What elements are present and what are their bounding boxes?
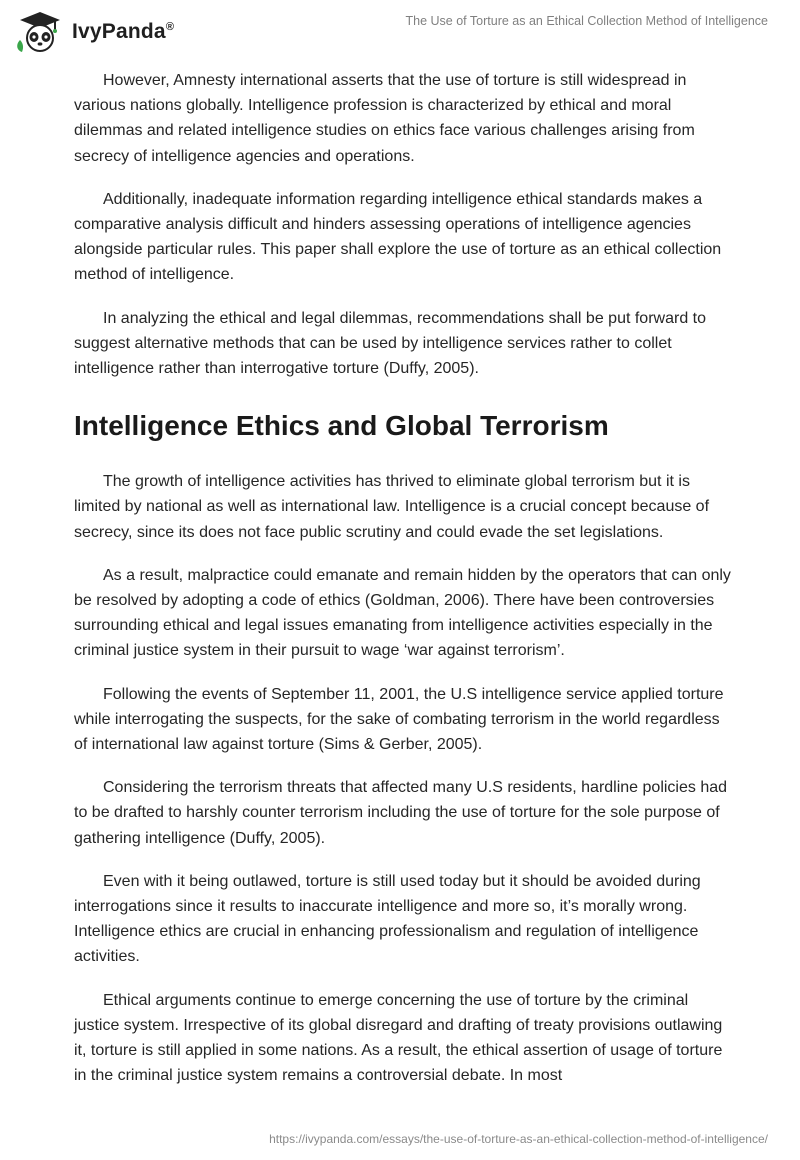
document-title: The Use of Torture as an Ethical Collection Method of Intelligence <box>405 14 768 28</box>
paragraph: Even with it being outlawed, torture is still used today but it should be avoided during interrogations since it results to inaccurate intelligence and more so, it’s morally wrong. Intelligence ethics are crucial in enhancing professionalism and regulation of intelligence activities. <box>74 872 701 966</box>
logo-text <box>72 20 174 44</box>
paragraph: However, Amnesty international asserts that the use of torture is still widespread in various nations globally. Intelligence profession is characterized by ethical and moral dilemmas and related intelligence studies on ethics face various challenges arising from secrecy of intelligence agencies and operations. <box>74 72 695 165</box>
page-header <box>0 0 800 64</box>
source-url[interactable]: https://ivypanda.com/essays/the-use-of-torture-as-an-ethical-collection-method-of-intelligence/ <box>269 1132 768 1146</box>
section-heading: Intelligence Ethics and Global Terrorism <box>74 410 609 442</box>
paragraph: Ethical arguments continue to emerge concerning the use of torture by the criminal justice system. Irrespective of its global disregard and drafting of treaty provisions outlawing it, torture is still applied in some nations. As a result, the ethical assertion of usage of torture in the criminal justice system remains a controversial debate. In most <box>74 991 723 1085</box>
paragraph: In analyzing the ethical and legal dilemmas, recommendations shall be put forward to suggest alternative methods that can be used by intelligence services rather to collet intelligence rather than interrogative torture (Duffy, 2005). <box>74 309 706 378</box>
paragraph: Following the events of September 11, 2001, the U.S intelligence service applied torture while interrogating the suspects, for the sake of combating terrorism in the world regardless of international law against torture (Sims & Gerber, 2005). <box>74 685 724 754</box>
registered-mark: ® <box>165 21 175 33</box>
paragraph: Additionally, inadequate information regarding intelligence ethical standards makes a comparative analysis difficult and hinders assessing operations of intelligence agencies alongside particular rules. This paper shall explore the use of torture as an ethical collection method of intelligence. <box>74 190 722 284</box>
paragraph: As a result, malpractice could emanate and remain hidden by the operators that can only be resolved by adopting a code of ethics (Goldman, 2006). There have been controversies surrounding ethical and legal issues emanating from intelligence activities especially in the criminal justice system in their pursuit to wage ‘war against terrorism’. <box>74 566 731 660</box>
essay-body <box>74 68 734 1107</box>
paragraph: The growth of intelligence activities has thrived to eliminate global terrorism but it is limited by national as well as international law. Intelligence is a crucial concept because of secrecy, since its does not face public scrutiny and could evade the set legislations. <box>74 473 710 541</box>
ivypanda-logo[interactable] <box>14 10 174 54</box>
panda-logo-icon <box>14 10 66 54</box>
logo-wordmark: IvyPanda <box>72 20 166 43</box>
paragraph: Considering the terrorism threats that affected many U.S residents, hardline policies had to be drafted to harshly counter terrorism including the use of torture for the sole purpose of gathering intelligence (Duffy, 2005). <box>74 779 728 847</box>
